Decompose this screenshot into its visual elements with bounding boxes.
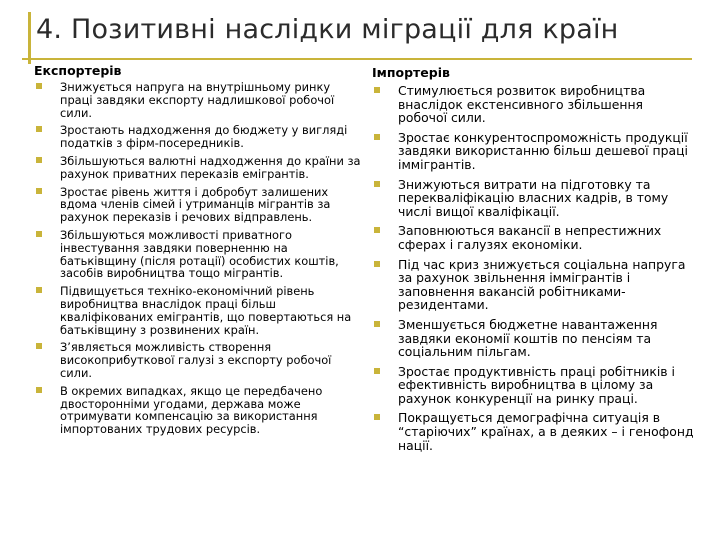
list-item-text: В окремих випадках, якщо це передбачено двосторонніми угодами, держава може отримувати компенсацію за використання імпортованих трудових ресурсів. bbox=[60, 383, 323, 437]
list-item-text: Збільшуються можливості приватного інвестування завдяки поверненню на батьківщину (після ротації) особистих коштів, засобів виробництва тощо мігрантів. bbox=[60, 227, 339, 281]
list-item bbox=[34, 155, 364, 181]
title-underline bbox=[22, 58, 692, 60]
title-accent-bar bbox=[28, 12, 31, 64]
list-item bbox=[372, 411, 694, 452]
list-item-text: Збільшуються валютні надходження до країни за рахунок приватних переказів емігрантів. bbox=[60, 153, 361, 181]
list-item-text: Знижується напруга на внутрішньому ринку праці завдяки експорту надлишкової робочої сили. bbox=[60, 80, 335, 120]
list-item bbox=[372, 365, 694, 406]
importers-list bbox=[372, 84, 694, 452]
exporters-heading: Експортерів bbox=[34, 63, 122, 78]
list-item bbox=[372, 131, 694, 172]
list-item-text: Зростає рівень життя і добробут залишених вдома членів сімей і утриманців мігрантів за рахунок переказів і речових відправлень. bbox=[60, 184, 331, 225]
list-item-text: Заповнюються вакансії в непрестижних сферах і галузях економіки. bbox=[398, 223, 662, 252]
square-bullet-icon bbox=[374, 181, 380, 187]
square-bullet-icon bbox=[374, 227, 380, 233]
square-bullet-icon bbox=[36, 387, 42, 393]
list-item-text: Зростають надходження до бюджету у вигляді податків з фірм-посередників. bbox=[60, 123, 348, 151]
list-item-text: Стимулюється розвиток виробництва внаслідок екстенсивного збільшення робочої сили. bbox=[398, 83, 646, 126]
list-item bbox=[372, 84, 694, 125]
square-bullet-icon bbox=[36, 126, 42, 132]
exporters-column bbox=[34, 63, 364, 441]
list-item-text: Знижуються витрати на підготовку та перекваліфікацію власних кадрів, в тому числі вищої кваліфікації. bbox=[398, 176, 669, 219]
list-item bbox=[34, 341, 364, 379]
list-item bbox=[34, 229, 364, 280]
square-bullet-icon bbox=[374, 87, 380, 93]
exporters-list bbox=[34, 81, 364, 436]
square-bullet-icon bbox=[374, 414, 380, 420]
list-item bbox=[372, 258, 694, 312]
square-bullet-icon bbox=[36, 231, 42, 237]
list-item bbox=[34, 124, 364, 150]
list-item-text: Зростає продуктивність праці робітників і ефективність виробництва в цілому за рахунок конкуренції на ринку праці. bbox=[398, 363, 675, 406]
list-item-text: З’являється можливість створення високоприбуткової галузі з експорту робочої сили. bbox=[60, 340, 332, 380]
square-bullet-icon bbox=[36, 188, 42, 194]
list-item bbox=[34, 81, 364, 119]
list-item bbox=[372, 178, 694, 219]
square-bullet-icon bbox=[374, 261, 380, 267]
square-bullet-icon bbox=[36, 157, 42, 163]
square-bullet-icon bbox=[374, 368, 380, 374]
square-bullet-icon bbox=[374, 321, 380, 327]
list-item-text: Підвищується техніко-економічний рівень виробництва внаслідок праці більш кваліфікованих емігрантів, що повертаються на батьківщину з розвинених країн. bbox=[60, 284, 352, 337]
list-item bbox=[34, 186, 364, 224]
list-item-text: Зменшується бюджетне навантаження завдяки економії коштів по пенсіям та соціальним пільгам. bbox=[398, 316, 658, 360]
list-item bbox=[372, 318, 694, 359]
square-bullet-icon bbox=[36, 343, 42, 349]
list-item bbox=[372, 224, 694, 251]
importers-column bbox=[372, 63, 694, 458]
slide-title: 4. Позитивні наслідки міграції для країн bbox=[36, 14, 619, 45]
list-item-text: Під час криз знижується соціальна напруга за рахунок звільнення іммігрантів і заповнення вакансій робітниками-резидентами. bbox=[398, 256, 686, 313]
list-item bbox=[34, 385, 364, 436]
square-bullet-icon bbox=[36, 287, 42, 293]
importers-heading: Імпортерів bbox=[372, 65, 450, 80]
list-item bbox=[34, 285, 364, 336]
square-bullet-icon bbox=[36, 83, 42, 89]
list-item-text: Зростає конкурентоспроможність продукції завдяки використанню більш дешевої праці іммігрантів. bbox=[398, 129, 688, 172]
square-bullet-icon bbox=[374, 134, 380, 140]
list-item-text: Покращується демографічна ситуація в “старіючих” країнах, а в деяких – і генофонд нації. bbox=[398, 410, 694, 453]
